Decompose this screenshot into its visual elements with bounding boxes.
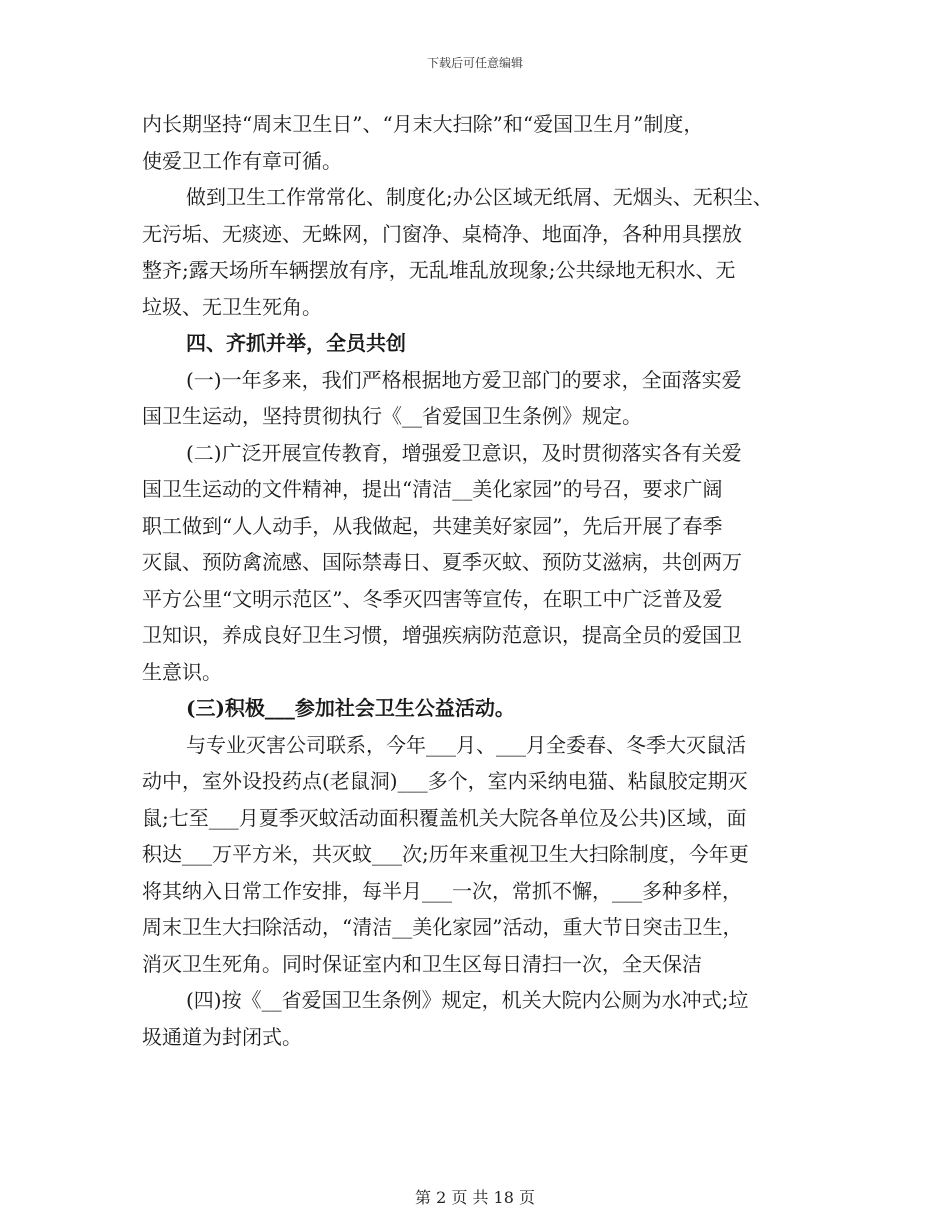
page-footer: 第 2 页 共 18 页: [415, 1188, 535, 1207]
paragraph-line: 职工做到“人人动手，从我做起，共建美好家园”，先后开展了春季: [142, 513, 723, 538]
paragraph-line: 国卫生运动，坚持贯彻执行《__省爱国卫生条例》规定。: [142, 404, 642, 428]
paragraph-line: 卫知识，养成良好卫生习惯，增强疾病防范意识，提高全员的爱国卫: [142, 623, 742, 647]
paragraph-line: 消灭卫生死角。同时保证室内和卫生区每日清扫一次，全天保洁: [142, 951, 702, 976]
paragraph-line: 鼠;七至___月夏季灭蚊活动面积覆盖机关大院各单位及公共)区域，面: [142, 805, 747, 830]
paragraph-line: (一)一年多来，我们严格根据地方爱卫部门的要求，全面落实爱: [186, 367, 742, 392]
paragraph-line: (四)按《__省爱国卫生条例》规定，机关大院内公厕为水冲式;垃: [186, 988, 749, 1012]
paragraph-line: 与专业灭害公司联系，今年___月、___月全委春、冬季大灭鼠活: [186, 732, 746, 757]
paragraph-line: 内长期坚持“周末卫生日”、“月末大扫除”和“爱国卫生月”制度，: [142, 112, 704, 136]
paragraph-line: (二)广泛开展宣传教育，增强爱卫意识，及时贯彻落实各有关爱: [186, 440, 742, 465]
paragraph-line: 积达___万平方米，共灭蚊___次;历年来重视卫生大扫除制度，今年更: [142, 842, 749, 866]
section-heading-line: (三)积极___参加社会卫生公益活动。: [186, 696, 515, 720]
paragraph-line: 动中，室外设投药点(老鼠洞)___多个，室内采纳电猫、粘鼠胶定期灭: [142, 769, 748, 793]
page-header: 下载后可任意编辑: [426, 56, 523, 70]
paragraph-line: 整齐;露天场所车辆摆放有序，无乱堆乱放现象;公共绿地无积水、无: [142, 258, 736, 282]
paragraph-line: 将其纳入日常工作安排，每半月___一次，常抓不懈，___多种多样，: [142, 878, 742, 903]
paragraph-line: 垃圾、无卫生死角。: [142, 294, 322, 319]
paragraph-line: 国卫生运动的文件精神，提出“清洁__美化家园”的号召，要求广阔: [142, 477, 723, 501]
paragraph-line: 平方公里“文明示范区”、冬季灭四害等宣传，在职工中广泛普及爱: [142, 586, 723, 611]
paragraph-line: 周末卫生大扫除活动，“清洁__美化家园”活动，重大节日突击卫生，: [142, 915, 743, 939]
paragraph-line: 圾通道为封闭式。: [142, 1024, 302, 1049]
paragraph-line: 无污垢、无痰迹、无蛛网，门窗净、桌椅净、地面净，各种用具摆放: [142, 221, 742, 246]
paragraph-line: 灭鼠、预防禽流感、国际禁毒日、夏季灭蚊、预防艾滋病，共创两万: [142, 550, 742, 574]
paragraph-line: 生意识。: [142, 659, 222, 684]
paragraph-line: 使爱卫工作有章可循。: [142, 148, 342, 173]
section-heading-line: 四、齐抓并举，全员共创: [186, 331, 406, 355]
paragraph-line: 做到卫生工作常常化、制度化;办公区域无纸屑、无烟头、无积尘、: [186, 185, 773, 209]
document-body: [142, 106, 832, 1055]
